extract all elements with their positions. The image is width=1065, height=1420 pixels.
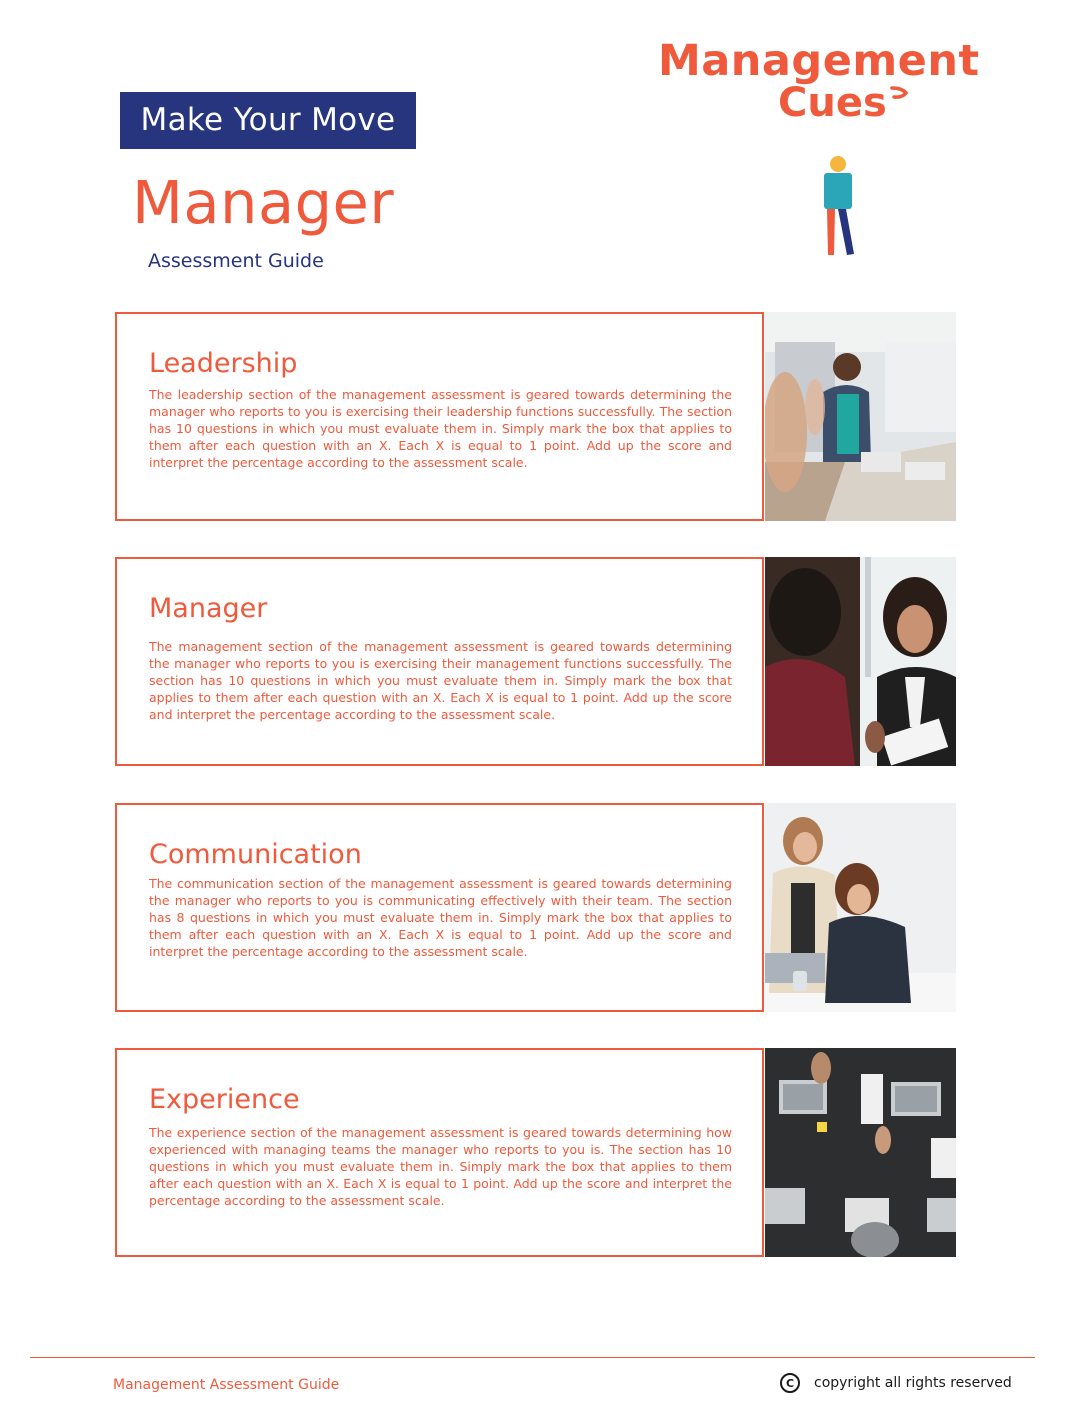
page-subtitle: Assessment Guide: [148, 250, 324, 272]
copyright-text: copyright all rights reserved: [814, 1375, 1012, 1391]
manager-meeting-photo: [765, 557, 956, 766]
banner-make-your-move: Make Your Move: [120, 92, 416, 149]
section-card-leadership: [115, 312, 764, 521]
section-heading: Manager: [149, 593, 268, 624]
section-card-communication: [115, 803, 764, 1012]
section-body: The communication section of the management assessment is geared towards determining the manager who reports to you is communicating effectively with their team. The section has 8 questions in which you must evaluate them in. Simply mark the box that applies to them after each question with an X. Each X is equal to 1 point. Add up the score and interpret the percentage according to the assessment scale.: [149, 876, 732, 959]
footer-document-title: Management Assessment Guide: [113, 1377, 340, 1393]
section-body: The leadership section of the management assessment is geared towards determining the manager who reports to you is exercising their leadership functions successfully. The section has 10 questions in which you must evaluate them in. Simply mark the box that applies to them after each question with an X. Each X is equal to 1 point. Add up the score and interpret the percentage according to the assessment scale.: [149, 387, 732, 470]
logo-arrow-icon: [890, 86, 908, 100]
management-cues-logo: [658, 36, 993, 126]
footer-divider: [30, 1357, 1035, 1358]
section-card-manager: [115, 557, 764, 766]
leadership-presenter-photo: [765, 312, 956, 521]
section-heading: Communication: [149, 839, 362, 870]
standing-person-illustration: [820, 155, 860, 260]
experience-laptops-photo: [765, 1048, 956, 1257]
section-heading: Leadership: [149, 348, 298, 379]
section-body: The management section of the management assessment is geared towards determining the manager who reports to you is exercising their management functions successfully. The section has 10 questions in which you must evaluate them in. Simply mark the box that applies to them after each question with an X. Each X is equal to 1 point. Add up the score and interpret the percentage according to the assessment scale.: [149, 639, 732, 722]
footer-copyright: [780, 1373, 1012, 1393]
page-title: Manager: [132, 168, 395, 237]
copyright-icon: C: [780, 1373, 800, 1393]
section-card-experience: [115, 1048, 764, 1257]
section-body: The experience section of the management assessment is geared towards determining how experienced with managing teams the manager who reports to you is. The section has 10 questions in which you must evaluate them in. Simply mark the box that applies to them after each question with an X. Each X is equal to 1 point. Add up the score and interpret the percentage according to the assessment scale.: [149, 1125, 732, 1208]
logo-line-1: Management: [658, 36, 980, 86]
logo-line-2: Cues: [778, 80, 887, 126]
communication-collaboration-photo: [765, 803, 956, 1012]
section-heading: Experience: [149, 1084, 300, 1115]
